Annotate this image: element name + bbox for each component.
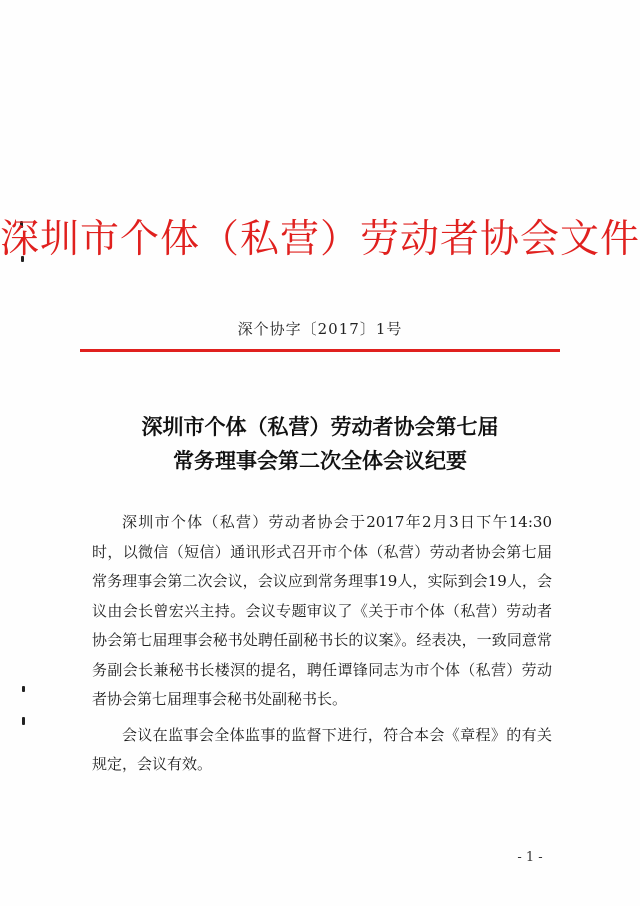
document-number: 深个协字〔2017〕1号 xyxy=(237,320,403,338)
document-title-line-1: 深圳市个体（私营）劳动者协会第七届 xyxy=(141,415,499,439)
binding-mark-bottom-1 xyxy=(22,686,25,692)
document-title xyxy=(0,410,640,478)
document-body xyxy=(92,508,552,786)
body-paragraph-2: 会议在监事会全体监事的监督下进行，符合本会《章程》的有关规定，会议有效。 xyxy=(92,725,552,773)
issuer-header-title: 深圳市个体（私营）劳动者协会文件 xyxy=(0,217,640,262)
page-number: - 1 - xyxy=(517,850,543,865)
document-title-line-2: 常务理事会第二次全体会议纪要 xyxy=(173,449,467,473)
binding-mark-bottom-2 xyxy=(22,717,25,725)
body-paragraph-1: 深圳市个体（私营）劳动者协会于2017年2月3日下午14:30时，以微信（短信）通讯形式召开市个体（私营）劳动者协会第七届常务理事会第二次会议，会议应到常务理事19人，实际到会19人，会议由会长曾宏兴主持。会议专题审议了《关于市个体（私营）劳动者协会第七届理事会秘书处聘任副秘书长的议案》。经表决，一致同意常务副会长兼秘书长楼溟的提名，聘任谭锋同志为市个体（私营）劳动者协会第七届理事会秘书处副秘书长。 xyxy=(92,513,552,708)
red-divider-line xyxy=(80,349,560,352)
